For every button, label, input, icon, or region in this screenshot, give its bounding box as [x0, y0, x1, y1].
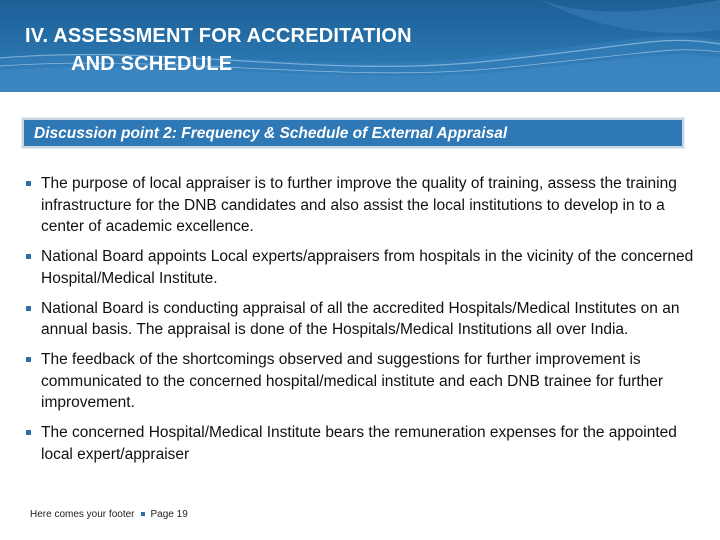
discussion-point-banner [22, 118, 684, 148]
slide-title-line2: AND SCHEDULE [71, 53, 233, 75]
slide-title [25, 22, 412, 78]
slide-header [0, 0, 720, 92]
square-bullet-icon [26, 357, 31, 362]
bullet-item [24, 298, 704, 341]
square-bullet-icon [26, 181, 31, 186]
bullet-text: The purpose of local appraiser is to further improve the quality of training, assess the training infrastructure for the DNB candidates and also assist the local institutions to develop in to a center of academic excellence. [41, 175, 677, 235]
page-number: Page 19 [150, 509, 188, 520]
bullet-text: The feedback of the shortcomings observed and suggestions for further improvement is communicated to the concerned hospital/medical institute and each DNB trainee for further improvement. [41, 351, 664, 411]
bullet-text: National Board is conducting appraisal of all the accredited Hospitals/Medical Institutes on an annual basis. The appraisal is done of the Hospitals/Medical Institutions all over India. [41, 299, 680, 338]
bullet-text: The concerned Hospital/Medical Institute bears the remuneration expenses for the appointed local expert/appraiser [41, 424, 677, 463]
slide-footer [30, 509, 188, 520]
footer-separator-icon [141, 512, 145, 516]
footer-text: Here comes your footer [30, 509, 135, 520]
bullet-text: National Board appoints Local experts/appraisers from hospitals in the vicinity of the concerned Hospital/Medical Institute. [41, 248, 694, 287]
bullet-item [24, 173, 704, 238]
square-bullet-icon [26, 306, 31, 311]
bullet-item [24, 349, 704, 414]
square-bullet-icon [26, 430, 31, 435]
square-bullet-icon [26, 254, 31, 259]
bullet-list [24, 173, 704, 474]
discussion-point-text: Discussion point 2: Frequency & Schedule of External Appraisal [34, 125, 508, 142]
bullet-item [24, 422, 704, 465]
bullet-item [24, 246, 704, 289]
slide-title-line1: IV. ASSESSMENT FOR ACCREDITATION [25, 25, 412, 47]
